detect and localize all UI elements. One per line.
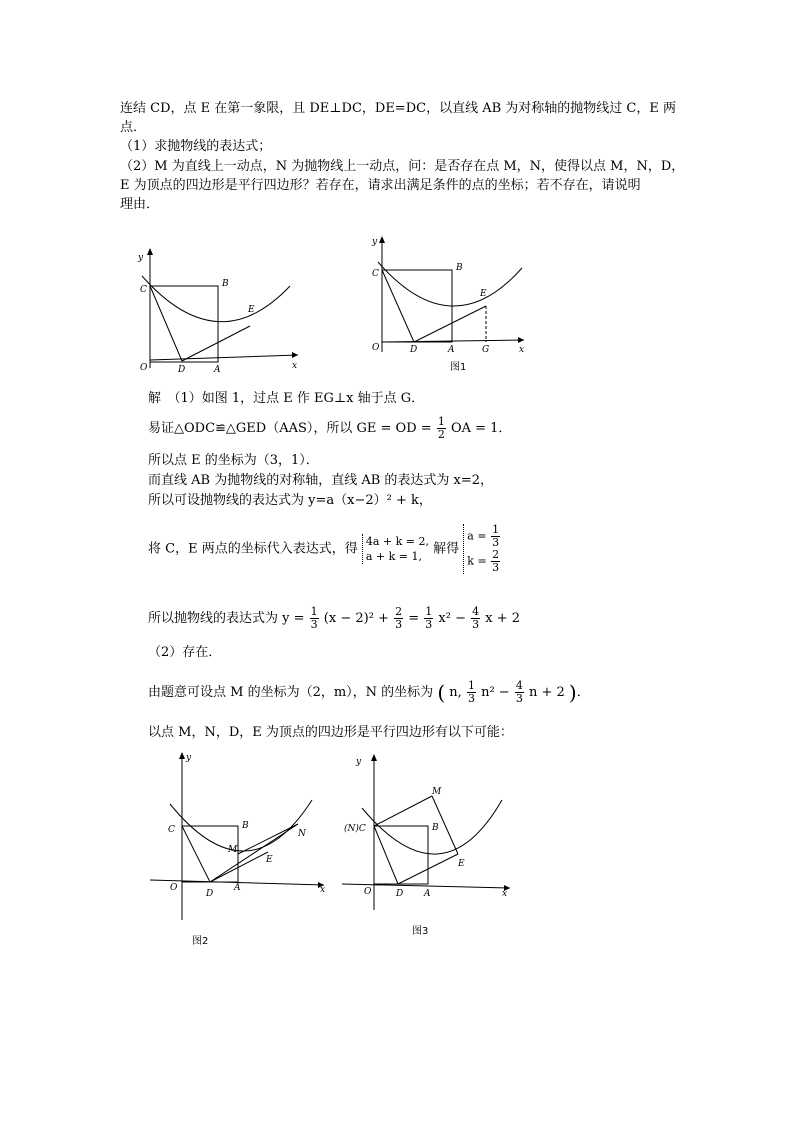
fig-1-d-label: D [410,345,418,355]
fig-3-m-label: M [432,787,442,797]
fig-1-g-label: G [482,345,490,355]
solution-step-10: 以点 M，N，D，E 为顶点的四边形是平行四边形有以下可能： [148,725,513,740]
solution-step-6: 将 C，E 两点的坐标代入表达式，得 4a + k = 2, a + k = 1, 解得 a = $\frac{1}{3}$ k = $\frac{2}{3}$ [148,523,500,574]
figure-3-caption: 图3 [412,926,429,937]
figure-3 [338,752,518,912]
fig-2-y-label: y [186,753,192,763]
solution-step-1: 解 （1）如图 1，过点 E 作 EG⊥x 轴于点 G． [148,391,425,406]
figure-1-caption: 图1 [450,362,467,373]
fig-2-m-label: M [228,845,238,855]
fig-3-d-label: D [396,889,404,899]
fig-2-b-label: B [242,821,249,831]
fig-3-o-label: O [364,887,372,897]
solution-step-3: 所以点 E 的坐标为（3，1）． [148,453,319,468]
question-2-line-2: E 为顶点的四边形是平行四边形？若存在，请求出满足条件的点的坐标；若不存在，请说明 [120,178,641,193]
fig-3-b-label: B [432,823,439,833]
solution-system: a = $\frac{1}{3}$ k = $\frac{2}{3}$ [463,524,501,574]
fig-2-o-label: O [170,883,178,893]
solution-step-5: 所以可设抛物线的表达式为 y=a（x−2）² + k， [148,493,432,508]
figure-1 [362,232,532,367]
figure-a [120,240,310,375]
fig-a-b-label: B [222,279,229,289]
fig-3-e-label: E [458,859,465,869]
fig-2-x-label: x [320,885,326,895]
fig-a-a-label: A [214,365,221,375]
fig-a-o-label: O [140,363,148,373]
fig-2-c-label: C [168,825,175,835]
question-2-line-3: 理由． [120,197,160,212]
fig-1-e-label: E [480,289,487,299]
solution-step-9: 由题意可设点 M 的坐标为（2，m），N 的坐标为 ( n, $\frac{1}{3}$ n² − $\frac{4}{3}$ n + 2 )． [148,679,590,705]
fig-2-d-label: D [206,889,214,899]
fig-2-n-label: N [298,829,306,839]
fig-3-nc-label: (N)C [344,824,366,834]
fig-a-e-label: E [248,305,255,315]
fig-1-c-label: C [372,269,379,279]
fig-a-d-label: D [178,365,186,375]
fig-2-a-label: A [234,883,241,893]
figure-2-caption: 图2 [192,936,209,947]
fig-a-y-label: y [138,253,144,263]
fig-2-e-label: E [266,855,273,865]
fig-1-a-label: A [448,345,455,355]
solution-step-8: （2）存在． [148,645,222,660]
fig-1-y-label: y [372,237,378,247]
fig-a-c-label: C [140,285,147,295]
equation-system: 4a + k = 2, a + k = 1, [362,534,429,564]
fig-1-b-label: B [456,263,463,273]
solution-step-7: 所以抛物线的表达式为 y = $\frac{1}{3}$ (x − 2)² + $\frac{2}{3}$ = $\frac{1}{3}$ x² − $\frac{4}{3}$ x + 2 [148,605,521,631]
fig-1-x-label: x [519,345,525,355]
figure-2 [148,752,338,927]
solution-step-2: 易证△ODC≌△GED（AAS），所以 GE = OD = $\frac{1}{2}$ OA = 1． [148,415,512,441]
fig-3-a-label: A [424,889,431,899]
fig-3-y-label: y [356,757,362,767]
fig-a-x-label: x [292,361,298,371]
question-2-line-1: （2）M 为直线上一动点，N 为抛物线上一动点，问：是否存在点 M，N，使得以点 M，N，D， [120,159,685,174]
fig-1-o-label: O [372,343,380,353]
problem-line-2: 点． [120,120,147,135]
fig-3-x-label: x [502,889,508,899]
problem-line-1: 连结 CD，点 E 在第一象限，且 DE⊥DC，DE=DC，以直线 AB 为对称轴的抛物线过 C，E 两 [120,101,676,116]
question-1: （1）求抛物线的表达式； [120,139,272,154]
solution-step-4: 而直线 AB 为抛物线的对称轴，直线 AB 的表达式为 x=2， [148,473,494,488]
